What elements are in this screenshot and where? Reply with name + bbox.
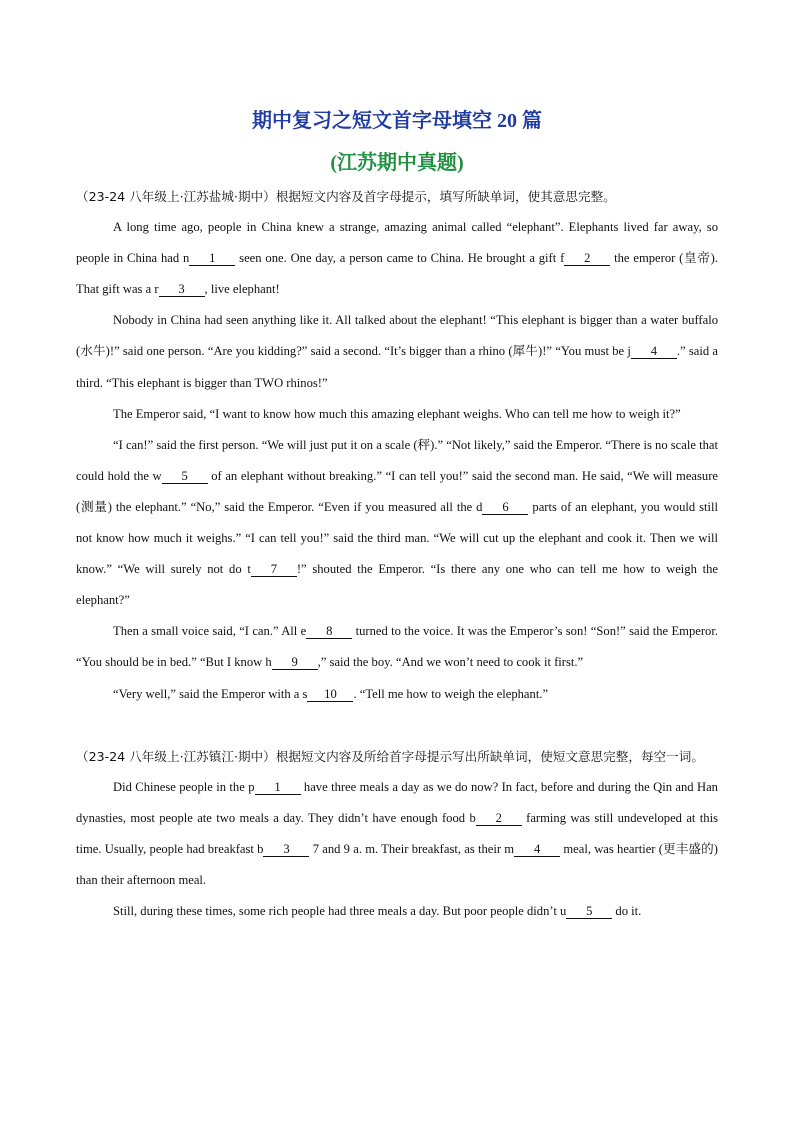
blank-4[interactable]: 4	[631, 344, 677, 359]
passage-2-paragraph-1: Did Chinese people in the p 1 have three meals a day as we do now? In fact, before and during the Qin and Han dynasties, most people ate two meals a day. They didn’t have enough food b 2 farming was still undeveloped at this time. Usually, people had breakfast b 3 7 and 9 a. m. Their breakfast, as their m 4 meal, was heartier (更丰盛的) than their afternoon meal.	[76, 779, 719, 887]
passage-2-instructions: （23-24 八年级上·江苏镇江·期中）根据短文内容及所给首字母提示写出所缺单词，使短文意思完整，每空一词。	[76, 748, 704, 764]
passage-1-instructions: （23-24 八年级上·江苏盐城·期中）根据短文内容及首字母提示，填写所缺单词，使其意思完整。	[76, 189, 616, 204]
passage-2-paragraph-2: Still, during these times, some rich people had three meals a day. But poor people didn’t u 5 do it.	[113, 904, 642, 919]
blank-3[interactable]: 3	[159, 282, 205, 297]
blank-10[interactable]: 10	[307, 687, 353, 702]
blank-6[interactable]: 6	[482, 500, 528, 515]
blank-8[interactable]: 8	[306, 624, 352, 639]
passage-1-paragraph-3: The Emperor said, “I want to know how much this amazing elephant weighs. Who can tell me how to weigh it?”	[113, 406, 681, 421]
blank-1[interactable]: 1	[255, 780, 301, 795]
blank-2[interactable]: 2	[476, 811, 522, 826]
passage-1-paragraph-1: A long time ago, people in China knew a strange, amazing animal called “elephant”. Elephants lived far away, so people in China had n 1 seen one. One day, a person came to China. He brought a gift f 2 the emperor (皇帝). That gift was a r 3 , live elephant!	[76, 220, 718, 297]
page-title: 期中复习之短文首字母填空 20 篇	[252, 110, 542, 132]
blank-5[interactable]: 5	[566, 904, 612, 919]
blank-1[interactable]: 1	[189, 251, 235, 266]
page-subtitle: (江苏期中真题)	[330, 152, 464, 174]
blank-5[interactable]: 5	[162, 469, 208, 484]
document-body	[76, 181, 718, 927]
passage-1-paragraph-5: Then a small voice said, “I can.” All e 8 turned to the voice. It was the Emperor’s son! “Son!” said the Emperor. “You should be in bed.” “But I know h 9 ,” said the boy. “And we won’t need to cook it first.”	[76, 624, 719, 670]
passage-1-paragraph-6: “Very well,” said the Emperor with a s 10 . “Tell me how to weigh the elephant.”	[113, 686, 549, 701]
blank-9[interactable]: 9	[272, 655, 318, 670]
blank-2[interactable]: 2	[564, 251, 610, 266]
section-gap	[76, 710, 718, 741]
passage-1-paragraph-4: “I can!” said the first person. “We will just put it on a scale (秤).” “Not likely,” said the Emperor. “There is no scale that could hold the w 5 of an elephant without breaking.” “I can tell you!” said the second man. He said, “We will measure (测量) the elephant.” “No,” said the Emperor. “Even if you measured all the d 6 parts of an elephant, you would still not know how much it weighs.” “I can tell you!” said the third man. “We will cut up the elephant and cook it. Then we will know.” “We will surely not do t 7 !” shouted the Emperor. “Is there any one who can tell me how to weigh the elephant?”	[76, 437, 718, 608]
blank-4[interactable]: 4	[514, 842, 560, 857]
blank-3[interactable]: 3	[263, 842, 309, 857]
passage-1-paragraph-2: Nobody in China had seen anything like it. All talked about the elephant! “This elephant is bigger than a water buffalo (水牛)!” said one person. “Are you kidding?” said a second. “It’s bigger than a rhino (犀牛)!” “You must be j 4 .” said a third. “This elephant is bigger than TWO rhinos!”	[76, 313, 718, 390]
blank-7[interactable]: 7	[251, 562, 297, 577]
